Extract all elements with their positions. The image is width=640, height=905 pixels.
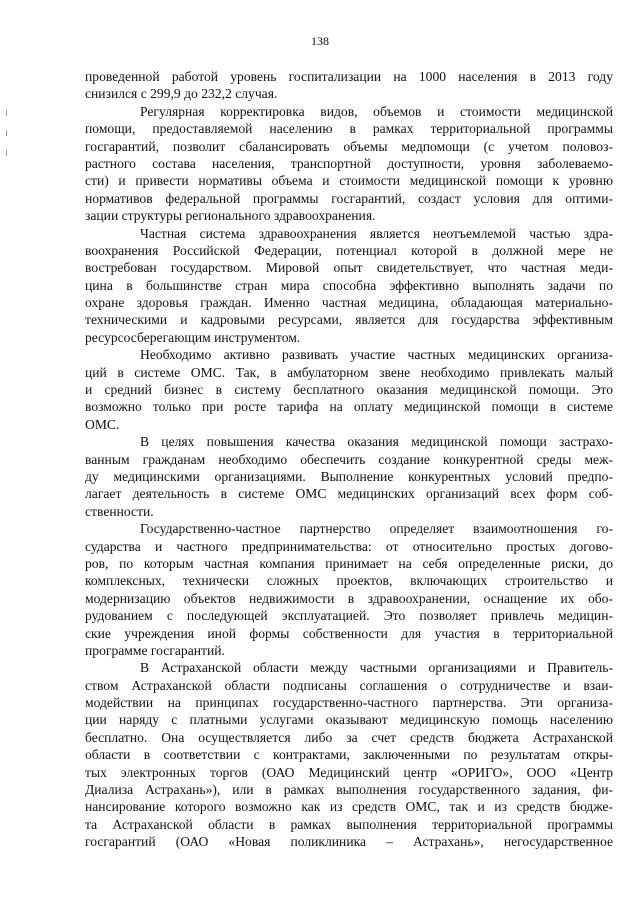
- text-line: ственности.: [85, 503, 154, 519]
- text-line: тых электронных торгов (ОАО Медицинский центр «ОРИГО», ООО «Центр: [85, 764, 613, 780]
- scan-mark: [6, 130, 7, 136]
- text-line: Необходимо активно развивать участие частных медицинских организа-: [140, 347, 613, 363]
- text-line: В целях повышения качества оказания медицинской помощи застрахо-: [140, 434, 613, 450]
- text-line: помощи, предоставляемой населению в рамках территориальной программы: [85, 121, 613, 137]
- text-line: нансирование которого возможно как из средств ОМС, так и из средств бюдже-: [85, 799, 613, 815]
- text-line: лагает деятельность в системе ОМС медицинских организаций всех форм соб-: [85, 486, 613, 502]
- text-line: ОМС.: [85, 416, 120, 432]
- text-line: Государственно-частное партнерство определяет взаимоотношения го-: [140, 521, 613, 537]
- scan-mark: [6, 150, 7, 156]
- text-line: растного состава населения, транспортной доступности, уровня заболеваемо-: [85, 155, 613, 171]
- text-line: техническими и кадровыми ресурсами, является для государства эффективным: [85, 312, 613, 328]
- scan-margin-marks: [6, 110, 8, 170]
- text-line: нормативов федеральной программы госгарантий, создаст условия для оптими-: [85, 190, 613, 206]
- text-line: ством Астраханской области подписаны соглашения о сотрудничестве и взаи-: [85, 677, 613, 693]
- text-line: ции наряду с платными услугами оказывают медицинскую помощь населению: [85, 712, 613, 728]
- text-line: госгарантий, позволит сбалансировать объемы медпомощи (с учетом половоз-: [85, 138, 613, 154]
- text-line: Диализа Астрахань»), или в рамках выполнения государственного задания, фи-: [85, 782, 613, 798]
- text-line: модействии на принципах государственно-частного партнерства. Эти организа-: [85, 695, 613, 711]
- text-line: области в соответствии с контрактами, заключенными по результатам откры-: [85, 747, 613, 763]
- text-line: воохранения Российской Федерации, потенциал которой в должной мере не: [85, 242, 613, 258]
- text-line: модернизацию объектов недвижимости в здравоохранении, оснащение их обо-: [85, 590, 613, 606]
- text-line: ров, по которым частная компания принимает на себя определенные риски, до: [85, 555, 613, 571]
- text-line: бесплатно. Она осуществляется либо за счет средств бюджета Астраханской: [85, 729, 613, 745]
- text-line: программе госгарантий.: [85, 642, 225, 658]
- text-line: Регулярная корректировка видов, объемов и стоимости медицинской: [140, 103, 613, 119]
- text-line: сти) и привести нормативы объема и стоимости медицинской помощи к уровню: [85, 173, 613, 189]
- text-line: проведенной работой уровень госпитализации на 1000 населения в 2013 году: [85, 69, 613, 84]
- document-body: [85, 68, 613, 851]
- text-line: востребован государством. Мировой опыт свидетельствует, что частная меди-: [85, 260, 613, 276]
- text-line: ресурсосберегающим инструментом.: [85, 329, 301, 345]
- text-line: снизился с 299,9 до 232,2 случая.: [85, 86, 278, 102]
- text-line: охране здоровья граждан. Именно частная медицина, обладающая материально-: [85, 295, 613, 311]
- text-line: ду медицинскими организациями. Выполнение конкурентных условий предпо-: [85, 468, 613, 484]
- text-line: сударства и частного предпринимательства: от относительно простых догово-: [85, 538, 613, 554]
- text-line: комплексных, технически сложных проектов, включающих строительство и: [85, 573, 613, 589]
- text-line: госгарантий (ОАО «Новая поликлиника – Астрахань», негосударственное: [85, 834, 613, 850]
- page-number: 138: [311, 34, 329, 48]
- text-line: Частная система здравоохранения является неотъемлемой частью здра-: [140, 225, 613, 241]
- text-line: возможно только при росте тарифа на оплату медицинской помощи в системе: [85, 399, 613, 415]
- text-line: и средний бизнес в систему бесплатного оказания медицинской помощи. Это: [85, 382, 613, 398]
- text-line: зации структуры регионального здравоохранения.: [85, 208, 376, 224]
- text-line: цина в большинстве стран мира способна эффективно выполнять задачи по: [85, 277, 613, 293]
- text-line: В Астраханской области между частными организациями и Правитель-: [140, 660, 613, 676]
- text-line: та Астраханской области в рамках выполнения территориальной программы: [85, 816, 613, 832]
- text-line: ванным гражданам необходимо обеспечить создание конкурентной среды меж-: [85, 451, 613, 467]
- scan-mark: [6, 110, 7, 116]
- text-line: рудованием с последующей эксплуатацией. Это позволяет привлечь медицин-: [85, 608, 613, 624]
- text-line: ций в системе ОМС. Так, в амбулаторном звене необходимо привлекать малый: [85, 364, 613, 380]
- text-line: ские учреждения иной формы собственности для участия в территориальной: [85, 625, 613, 641]
